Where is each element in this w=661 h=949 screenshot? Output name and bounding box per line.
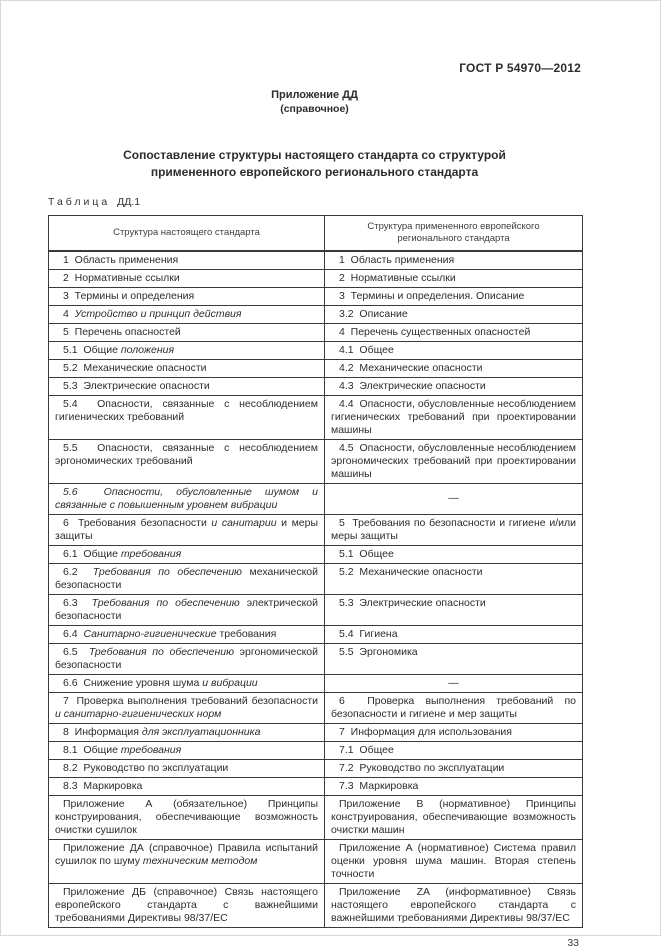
cell-current-standard: 5.4 Опасности, связанные с несоблюдением гигиенических требований [49,396,325,440]
cell-european-standard: 6 Проверка выполнения требований по безопасности и гигиене и мер защиты [325,693,583,724]
cell-current-standard: Приложение А (обязательное) Принципы конструирования, обеспечивающие возможность очистки сушилок [49,796,325,840]
table-row [49,760,583,778]
table-row [49,360,583,378]
cell-european-standard: 4 Перечень существенных опасностей [325,324,583,342]
section-title-line1: Сопоставление структуры настоящего стандарта со структурой [123,148,506,162]
cell-current-standard: 6.5 Требования по обеспечению эргономической безопасности [49,644,325,675]
cell-european-standard: 5.2 Механические опасности [325,564,583,595]
table-row [49,515,583,546]
cell-european-standard: 1 Область применения [325,251,583,270]
table-row [49,288,583,306]
table-row [49,306,583,324]
cell-european-standard: 4.4 Опасности, обусловленные несоблюдением гигиенических требований при проектировании машины [325,396,583,440]
cell-current-standard: 5.3 Электрические опасности [49,378,325,396]
table-row [49,324,583,342]
cell-european-standard: 5.3 Электрические опасности [325,595,583,626]
cell-european-standard: 4.3 Электрические опасности [325,378,583,396]
cell-current-standard: 5 Перечень опасностей [49,324,325,342]
appendix-subtitle: (справочное) [280,103,349,115]
cell-european-standard: 4.1 Общее [325,342,583,360]
table-row [49,396,583,440]
table-row [49,440,583,484]
cell-european-standard: 5.4 Гигиена [325,626,583,644]
table-body [49,251,583,928]
table-row [49,796,583,840]
cell-european-standard: 5.5 Эргономика [325,644,583,675]
cell-current-standard: 5.2 Механические опасности [49,360,325,378]
table-row [49,693,583,724]
table-row [49,564,583,595]
cell-european-standard: 7.3 Маркировка [325,778,583,796]
table-row [49,724,583,742]
table-row [49,884,583,928]
cell-current-standard: 4 Устройство и принцип действия [49,306,325,324]
cell-european-standard: 7.2 Руководство по эксплуатации [325,760,583,778]
cell-european-standard: 5 Требования по безопасности и гигиене и/или меры защиты [325,515,583,546]
column-header-current-standard: Структура настоящего стандарта [49,216,325,252]
table-row [49,778,583,796]
cell-current-standard: 6 Требования безопасности и санитарии и меры защиты [49,515,325,546]
cell-european-standard: 2 Нормативные ссылки [325,270,583,288]
cell-european-standard: — [325,484,583,515]
cell-current-standard: 6.3 Требования по обеспечению электрической безопасности [49,595,325,626]
table-row [49,626,583,644]
table-header [49,216,583,252]
cell-current-standard: 8.1 Общие требования [49,742,325,760]
table-header-row [49,216,583,252]
cell-european-standard: 5.1 Общее [325,546,583,564]
table-row [49,342,583,360]
cell-european-standard: 7 Информация для использования [325,724,583,742]
cell-european-standard: — [325,675,583,693]
column-header-european-standard: Структура примененного европейского регионального стандарта [325,216,583,252]
cell-current-standard: Приложение ДА (справочное) Правила испытаний сушилок по шуму техническим методом [49,840,325,884]
cell-european-standard: Приложение ZA (информативное) Связь настоящего европейского стандарта с важнейшими требованиями Директивы 98/37/ЕС [325,884,583,928]
comparison-table [48,215,583,928]
table-row [49,484,583,515]
cell-current-standard: 6.2 Требования по обеспечению механической безопасности [49,564,325,595]
cell-current-standard: 5.1 Общие положения [49,342,325,360]
table-row [49,251,583,270]
cell-current-standard: 8 Информация для эксплуатационника [49,724,325,742]
table-row [49,742,583,760]
table-row [49,675,583,693]
cell-european-standard: 3.2 Описание [325,306,583,324]
table-row [49,378,583,396]
section-title-line2: примененного европейского регионального стандарта [150,165,479,179]
cell-current-standard: 5.5 Опасности, связанные с несоблюдением эргономических требований [49,440,325,484]
table-row [49,546,583,564]
appendix-title: Приложение ДД [271,89,358,101]
table-row [49,270,583,288]
cell-current-standard: 2 Нормативные ссылки [49,270,325,288]
standard-number: ГОСТ Р 54970—2012 [459,61,581,75]
cell-current-standard: Приложение ДБ (справочное) Связь настоящего европейского стандарта с важнейшими требованиями Директивы 98/37/ЕС [49,884,325,928]
cell-european-standard: Приложение В (нормативное) Принципы конструирования, обеспечивающие возможность очистки машин [325,796,583,840]
cell-european-standard: 3 Термины и определения. Описание [325,288,583,306]
cell-european-standard: Приложение А (нормативное) Система правил оценки уровня шума машин. Вторая степень точности [325,840,583,884]
table-row [49,644,583,675]
cell-current-standard: 3 Термины и определения [49,288,325,306]
cell-current-standard: 8.2 Руководство по эксплуатации [49,760,325,778]
cell-current-standard: 6.1 Общие требования [49,546,325,564]
cell-current-standard: 8.3 Маркировка [49,778,325,796]
cell-current-standard: 1 Область применения [49,251,325,270]
cell-european-standard: 4.2 Механические опасности [325,360,583,378]
table-caption-word: Таблица [48,196,111,208]
page-number: 33 [567,937,579,949]
cell-current-standard: 5.6 Опасности, обусловленные шумом и связанные с повышенным уровнем вибрации [49,484,325,515]
table-row [49,840,583,884]
section-title [48,147,581,181]
cell-current-standard: 6.4 Санитарно-гигиенические требования [49,626,325,644]
cell-current-standard: 6.6 Снижение уровня шума и вибрации [49,675,325,693]
cell-european-standard: 4.5 Опасности, обусловленные несоблюдением эргономических требований при проектировании машины [325,440,583,484]
table-caption-number: ДД.1 [117,196,141,208]
table-caption [48,196,581,208]
cell-current-standard: 7 Проверка выполнения требований безопасности и санитарно-гигиенических норм [49,693,325,724]
cell-european-standard: 7.1 Общее [325,742,583,760]
table-row [49,595,583,626]
